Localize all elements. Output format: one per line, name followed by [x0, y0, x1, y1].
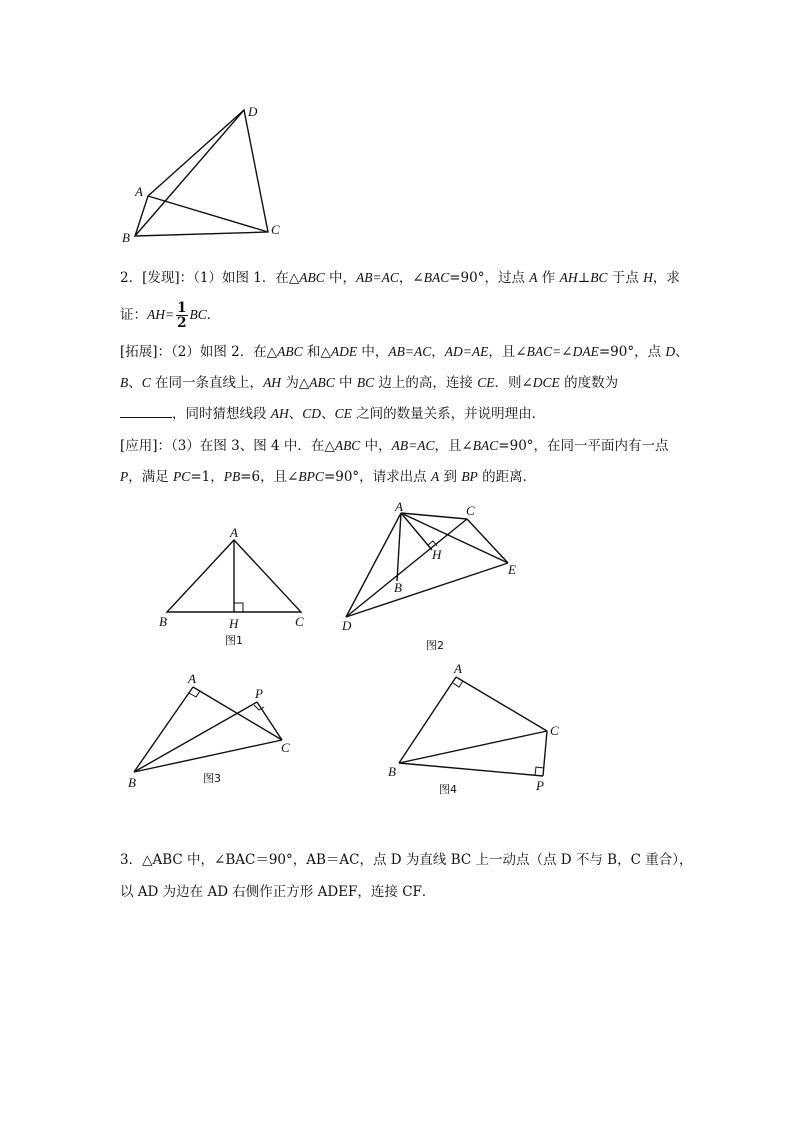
p2-l4-ptc: C	[141, 375, 151, 390]
top-figure-ac	[148, 196, 268, 232]
p2-l6-eq1: AB=AC	[391, 438, 435, 453]
fig2-ce	[467, 519, 508, 563]
p2-l2-bc: BC	[189, 307, 207, 322]
p2-l7-bp: BP	[461, 469, 478, 484]
p2-l3-t2: 和	[302, 344, 321, 360]
fig1-right-angle-mark	[234, 603, 243, 612]
figure-1	[159, 525, 304, 647]
p2-l7-t4: =90°，请求出点	[323, 469, 431, 485]
p2-l3-t5: ，且	[488, 344, 516, 360]
p2-l2-t2: ．	[206, 307, 221, 323]
fig4-ac	[456, 677, 547, 731]
p2-line-3	[120, 343, 689, 361]
p2-l7-t1: ，满足	[128, 469, 174, 485]
fig3-label-b: B	[128, 775, 136, 790]
fig2-ae	[401, 513, 508, 563]
p2-l6-t2: 中，	[360, 438, 392, 454]
p2-l4-t2: 在同一条直线上，	[150, 375, 264, 391]
p2-l3-ptd: D	[665, 344, 676, 359]
fig1-label-b: B	[159, 614, 167, 629]
top-figure-quad	[135, 110, 268, 236]
figure-4	[388, 661, 559, 796]
p2-l3-eq2: AD=AE	[444, 344, 489, 359]
fig3-caption: 图3	[203, 772, 221, 785]
p2-line-6	[120, 437, 669, 455]
p2-number: 2．	[120, 270, 143, 286]
p2-l4-tri: △ABC	[298, 375, 335, 390]
p2-l4-ang: ∠DCE	[521, 375, 560, 390]
fig3-label-c: C	[281, 740, 290, 755]
p2-l4-t1: 、	[128, 375, 142, 391]
p2-l3-eq1: AB=AC	[388, 344, 432, 359]
fig3-pc	[257, 702, 282, 740]
p2-l1-t3: ，	[398, 270, 413, 286]
p2-l7-ptp: P	[120, 469, 129, 484]
p2-line-4	[120, 374, 618, 392]
answer-blank[interactable]	[120, 405, 172, 418]
p2-l1-tri: △ABC	[288, 270, 325, 285]
p2-l1-perp: AH⊥BC	[559, 270, 608, 285]
fig2-ah	[401, 513, 432, 550]
p2-l4-ce: CE	[477, 375, 495, 390]
fig2-caption: 图2	[426, 639, 444, 652]
p3-line-2: 以 AD 为边在 AD 右侧作正方形 ADEF，连接 CF．	[120, 884, 436, 900]
p2-l1-ang: ∠BAC	[412, 270, 450, 285]
fig4-label-p: P	[536, 778, 544, 793]
p2-line-2	[120, 301, 220, 330]
fig2-label-c: C	[466, 503, 475, 518]
p2-l3-tri1: △ABC	[266, 344, 303, 359]
fig3-ab	[134, 687, 193, 772]
fraction-numerator: 1	[177, 300, 187, 316]
p2-l3-t6: =90°，点	[598, 344, 666, 360]
fig2-label-b: B	[394, 580, 402, 595]
fig1-label-h: H	[229, 616, 239, 631]
p2-l7-t3: =6，且	[240, 469, 288, 485]
fig4-cp	[543, 731, 547, 776]
p2-l6-t3: ，且	[434, 438, 462, 454]
fig3-bp	[134, 702, 257, 772]
p2-l6-tri: △ABC	[324, 438, 361, 453]
p2-l1-eq1: AB=AC	[356, 270, 399, 285]
p2-l7-pb: PB	[223, 469, 241, 484]
p2-l6-t1: [应用]：（3）在图 3、图 4 中．在	[120, 438, 325, 454]
fig1-caption: 图1	[225, 634, 243, 647]
fig2-label-a: A	[395, 499, 403, 514]
fig3-label-p: P	[255, 686, 263, 701]
p2-l2-t1: 证：	[120, 307, 147, 323]
figure-3	[128, 671, 290, 790]
top-label-a: A	[135, 184, 143, 199]
p2-l3-t3: 中，	[357, 344, 389, 360]
p2-l3-ang: ∠BAC=∠DAE	[515, 344, 599, 359]
p2-l4-t5: 边上的高，连接	[374, 375, 478, 391]
p2-l4-t6: ．则	[494, 375, 522, 391]
p2-l1-t6: 于点	[607, 270, 644, 286]
fig2-label-e: E	[508, 562, 516, 577]
half-fraction	[176, 301, 187, 330]
fig1-label-c: C	[295, 614, 304, 629]
p2-l4-ptb: B	[120, 375, 129, 390]
p2-l5-ce: CE	[334, 406, 352, 421]
p2-l7-pc: PC	[173, 469, 191, 484]
fig4-label-b: B	[388, 764, 396, 779]
p2-l4-ah: AH	[263, 375, 282, 390]
p2-l1-t2: 中，	[324, 270, 357, 286]
p2-l4-t7: 的度数为	[559, 375, 619, 391]
fig2-ab	[397, 513, 401, 581]
fig2-bd-line	[346, 519, 467, 617]
p2-l1-tag: [发现]：（1）如图 1．在	[142, 270, 289, 286]
p2-l1-t5: 作	[537, 270, 560, 286]
top-label-b: B	[122, 230, 130, 245]
p2-l7-t6: 的距离．	[477, 469, 537, 485]
fig4-ab	[399, 677, 456, 763]
top-label-d: D	[248, 104, 258, 119]
p2-l5-t3: 、	[321, 406, 335, 422]
p2-l7-pta: A	[430, 469, 440, 484]
fig4-caption: 图4	[439, 783, 457, 796]
p2-l3-t1: [拓展]：（2）如图 2．在	[120, 344, 267, 360]
p2-l3-t7: 、	[675, 344, 689, 360]
p2-l3-tri2: △ADE	[320, 344, 358, 359]
p2-l6-t4: =90°，在同一平面内有一点	[498, 438, 669, 454]
top-label-c: C	[271, 222, 280, 237]
p3-line-1: 3．△ABC 中，∠BAC＝90°，AB＝AC，点 D 为直线 BC 上一动点（点 D 不与 B，C 重合），	[120, 852, 693, 868]
p2-line-7	[120, 468, 536, 486]
p2-l5-t2: 、	[288, 406, 303, 422]
top-figure	[122, 104, 280, 245]
fig3-bc	[134, 740, 282, 772]
p2-l1-pta: A	[529, 270, 538, 285]
fig3-label-a: A	[188, 671, 196, 686]
fig4-bc	[399, 731, 547, 763]
fig2-label-h: H	[432, 547, 442, 562]
p2-l6-ang: ∠BAC	[461, 438, 499, 453]
fraction-denominator: 2	[177, 315, 187, 331]
fig1-label-a: A	[230, 525, 238, 540]
figure-2	[341, 499, 516, 652]
p2-l3-t4: ，	[431, 344, 445, 360]
fig4-label-a: A	[454, 661, 462, 676]
p2-l5-t1: ，同时猜想线段	[172, 406, 271, 422]
p2-l1-pth: H	[643, 270, 653, 285]
fig4-right-angle-a	[453, 681, 463, 687]
p2-l4-t3: 为	[281, 375, 299, 391]
fig3-right-angle-a	[189, 691, 200, 697]
p2-l5-ah: AH	[270, 406, 289, 421]
p2-line-1	[120, 269, 680, 287]
p2-l5-cd: CD	[302, 406, 322, 421]
p2-l1-t4: =90°，过点	[449, 270, 530, 286]
p2-l5-t4: 之间的数量关系，并说明理由．	[351, 406, 546, 422]
fig2-label-d: D	[342, 618, 352, 633]
p2-l4-bc: BC	[356, 375, 375, 390]
fig4-label-c: C	[550, 723, 559, 738]
p2-l2-ah: AH=	[147, 307, 175, 322]
p2-l7-t5: 到	[439, 469, 462, 485]
p2-l4-t4: 中	[334, 375, 357, 391]
fig4-bp	[399, 763, 543, 776]
p2-l7-ang: ∠BPC	[287, 469, 324, 484]
p2-l1-t7: ，求	[652, 270, 680, 286]
p2-line-5	[120, 405, 545, 423]
p2-l7-t2: =1，	[190, 469, 224, 485]
top-figure-bd	[135, 110, 244, 236]
